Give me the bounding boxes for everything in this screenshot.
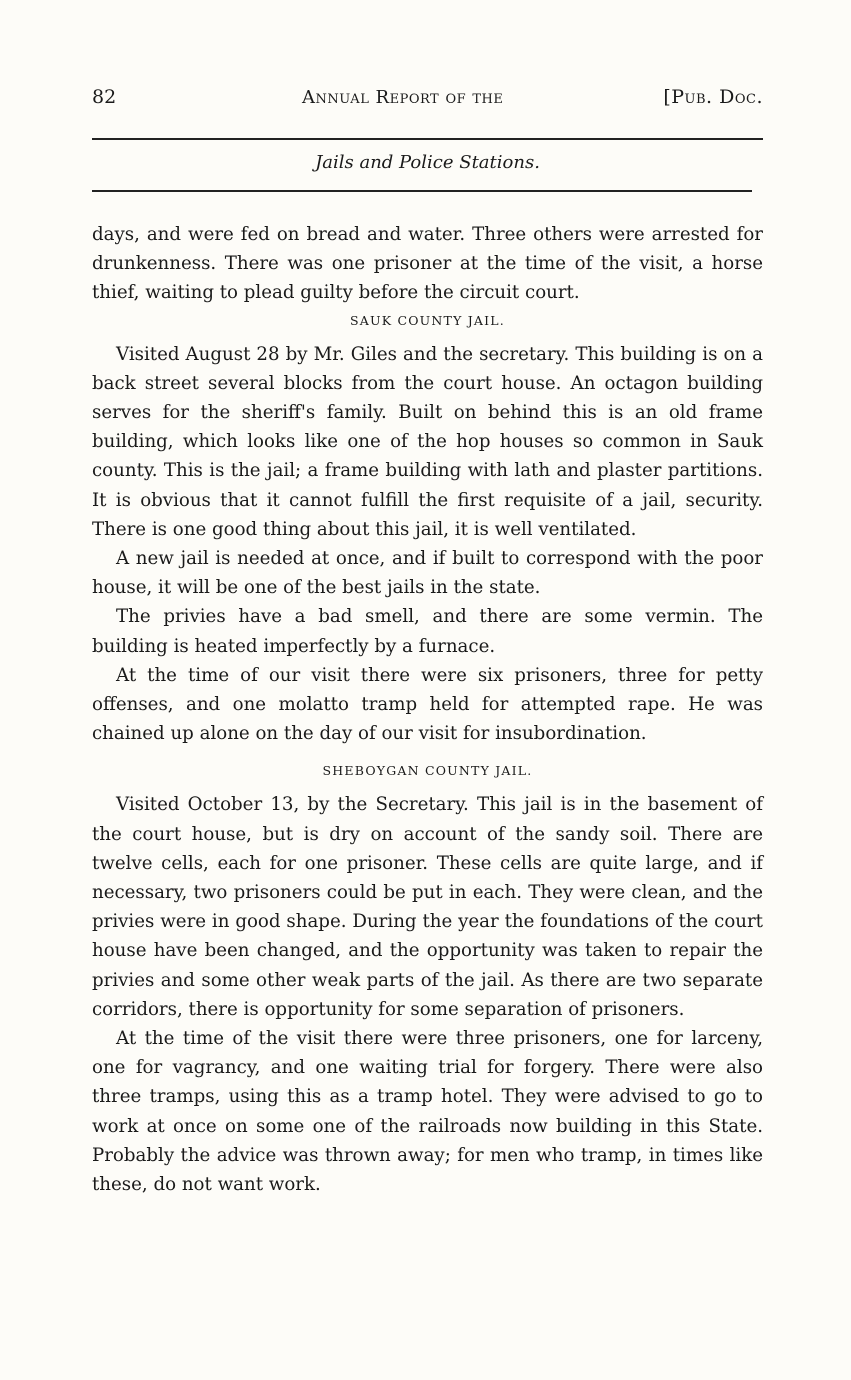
section-title: Jails and Police Stations.	[315, 152, 540, 173]
sauk-county-heading: SAUK COUNTY JAIL.	[350, 312, 505, 328]
header-rule-bottom	[92, 190, 752, 192]
sheboygan-paragraph-2: At the time of the visit there were three prisoners, one for larceny, one for vagrancy, and one waiting trial for forgery. There were also three tramps, using this as a tramp hotel. They were advised to go to work at once on some one of the railroads now building in this State. Probably the advice was thrown away; for men who tramp, in times like these, do not want work.	[92, 1028, 763, 1196]
sheboygan-county-heading: SHEBOYGAN COUNTY JAIL.	[322, 763, 533, 779]
sauk-paragraph-1: Visited August 28 by Mr. Giles and the secretary. This building is on a back street several blocks from the court house. An octagon building serves for the sheriff's family. Built on behind this is an old frame building, which looks like one of the hop houses so common in Sauk county. This is the jail; a frame building with lath and plaster partitions. It is obvious that it cannot fulfill the first requisite of a jail, security. There is one good thing about this jail, it is well ventilated.	[92, 343, 763, 540]
continuation-paragraph: days, and were fed on bread and water. Three others were arrested for drunkenness. There was one prisoner at the time of the visit, a horse thief, waiting to plead guilty before the circuit court.	[92, 224, 763, 304]
running-document-label: [Pub. Doc.	[663, 86, 763, 108]
sauk-paragraph-2: A new jail is needed at once, and if built to correspond with the poor house, it will be one of the best jails in the state.	[92, 548, 763, 599]
running-header	[92, 86, 763, 112]
sauk-paragraph-4: At the time of our visit there were six prisoners, three for petty offenses, and one molatto tramp held for attempted rape. He was chained up alone on the day of our visit for insubordination.	[92, 664, 763, 745]
sauk-paragraph-3: The privies have a bad smell, and there are some vermin. The building is heated imperfectly by a furnace.	[92, 606, 763, 657]
page-number: 82	[92, 86, 117, 108]
body-text	[92, 220, 763, 1199]
header-rule-top	[92, 138, 763, 140]
running-title: Annual Report of the	[302, 87, 504, 108]
sheboygan-paragraph-1: Visited October 13, by the Secretary. This jail is in the basement of the court house, but is dry on account of the sandy soil. There are twelve cells, each for one prisoner. These cells are quite large, and if necessary, two prisoners could be put in each. They were clean, and the privies were in good shape. During the year the foundations of the court house have been changed, and the opportunity was taken to repair the privies and some other weak parts of the jail. As there are two separate corridors, there is opportunity for some separation of prisoners.	[92, 794, 763, 1020]
